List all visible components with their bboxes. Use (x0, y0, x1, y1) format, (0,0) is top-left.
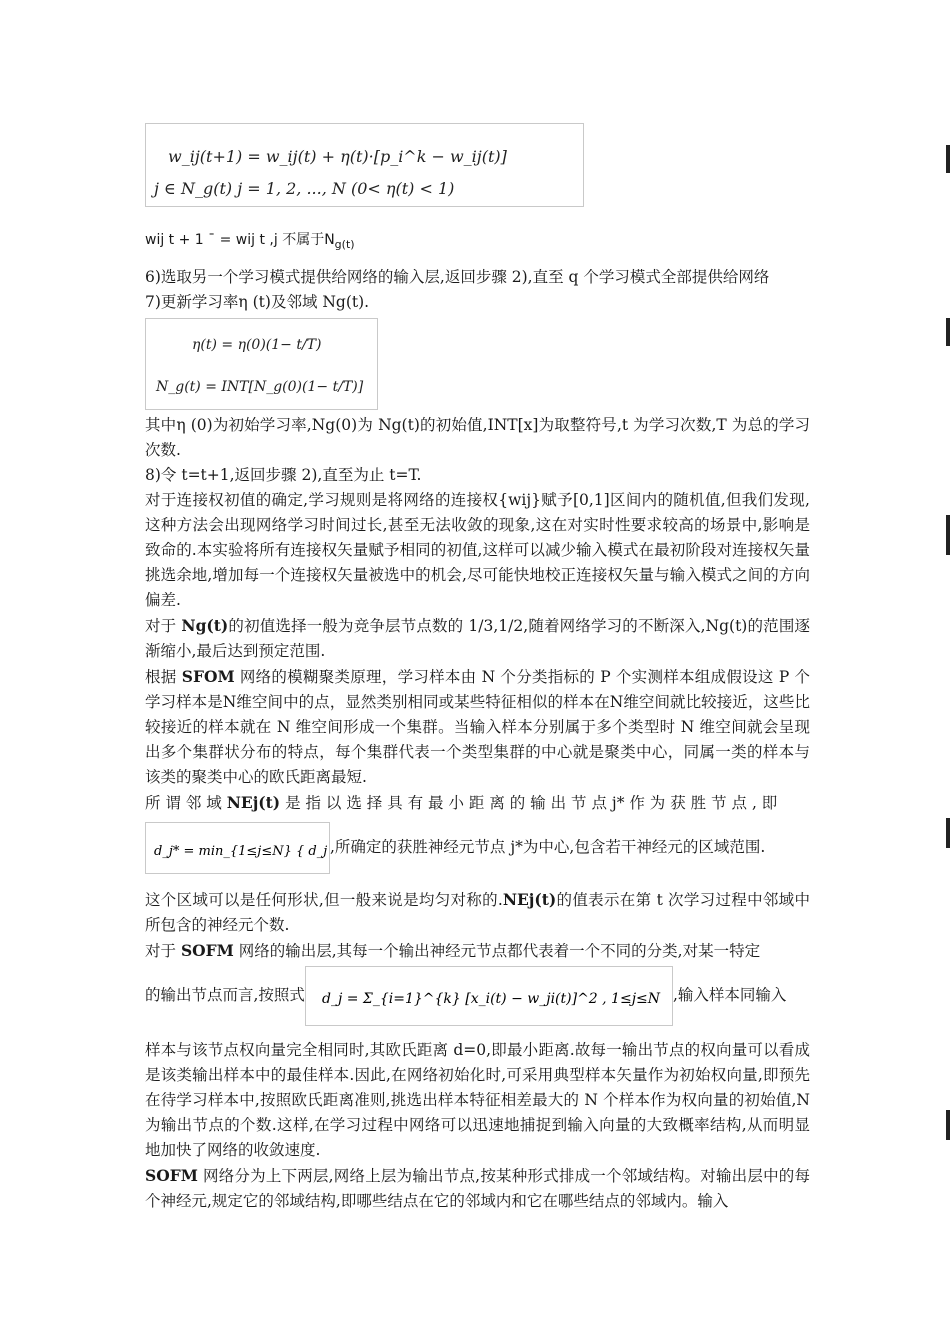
nej-paragraph: 所 谓 邻 域 NEj(t) 是 指 以 选 择 具 有 最 小 距 离 的 输 出 节 点 j* 作 为 获 胜 节 点 , 即 (145, 793, 778, 812)
init-weights-paragraph: 对于连接权初值的确定,学习规则是将网络的连接权{wij}赋予[0,1]区间内的随机值,但我们发现,这种方法会出现网络学习时间过长,甚至无法收敛的现象,这在对实时性要求较高的场景中,影响是致命的.本实验将所有连接权矢量赋予相同的初值,这样可以减少输入模式在最初阶段对连接权矢量挑选余地,增加每一个连接权矢量被选中的机会,尽可能快地校正连接权矢量与输入模式之间的方向偏差. (145, 491, 810, 609)
edge-mark (946, 515, 950, 555)
edge-mark (946, 818, 950, 848)
formula-euclid-distance (305, 966, 673, 1026)
ng-paragraph: 对于 Ng(t)的初值选择一般为竞争层节点数的 1/3,1/2,随着网络学习的不断深入,Ng(t)的范围逐渐缩小,最后达到预定范围. (145, 616, 810, 660)
body-section-1 (145, 413, 810, 816)
edge-mark (946, 1110, 950, 1140)
distance-formula-line (145, 966, 810, 1026)
where-paragraph: 其中η (0)为初始学习率,Ng(0)为 Ng(t)的初始值,INT[x]为取整符号,t 为学习次数,T 为总的学习次数. (145, 416, 810, 459)
winner-tail-text: ,所确定的获胜神经元节点 j*为中心,包含若干神经元的区域范围. (330, 838, 766, 856)
region-paragraph: 这个区域可以是任何形状,但一般来说是均匀对称的.NEj(t)的值表示在第 t 次学习过程中邻域中所包含的神经元个数. (145, 890, 810, 934)
step-6: 6)选取另一个学习模式提供给网络的输入层,返回步骤 2),直至 q 个学习模式全部提供给网络 (145, 268, 770, 286)
formula-learning-rate-line1: η(t) = η(0)(1− t/T) (192, 337, 322, 353)
sofm-structure-paragraph: SOFM 网络分为上下两层,网络上层为输出节点,按某种形式排成一个邻域结构。对输出层中的每个神经元,规定它的邻域结构,即哪些结点在它的邻域内和它在哪些结点的邻域内。输入 (145, 1166, 810, 1210)
formula-euclid-distance-text: d_j = Σ_{i=1}^{k} [x_i(t) − w_ji(t)]^2 , 1≤j≤N (321, 991, 660, 1007)
formula-weight-update-line1: w_ij(t+1) = w_ij(t) + η(t)·[p_i^k − w_ij(t)] (168, 147, 507, 166)
formula-winner-node (145, 822, 330, 874)
formula-learning-rate (145, 318, 378, 410)
sofm-term-2: SOFM (145, 1166, 198, 1185)
sfom-term: SFOM (181, 667, 235, 686)
distance-pre-text: 的输出节点而言,按照式 (145, 986, 305, 1004)
sofm-paragraph-1: 对于 SOFM 网络的输出层,其每一个输出神经元节点都代表着一个不同的分类,对某一特定 (145, 941, 761, 960)
formula-weight-update (145, 123, 584, 207)
step-7: 7)更新学习率η (t)及邻域 Ng(t). (145, 293, 370, 311)
winner-formula-line (145, 822, 810, 874)
edge-mark (946, 145, 950, 173)
sofm-term: SOFM (180, 941, 234, 960)
steps-6-7 (145, 265, 810, 315)
body-section-3 (145, 1038, 810, 1214)
sofm-paragraph-2: 样本与该节点权向量完全相同时,其欧氏距离 d=0,即最小距离.故每一输出节点的权向量可以看成是该类输出样本中的最佳样本.因此,在网络初始化时,可采用典型样本矢量作为初始权向量,即预先在待学习样本中,按照欧氏距离准则,挑选出样本特征相差最大的 N 个样本作为权向量的初始值,N 为输出节点的个数.这样,在学习过程中网络可以迅速地捕捉到输入向量的大致概率结构,从而明显地加快了网络的收敛速度. (145, 1041, 810, 1159)
sfom-paragraph: 根据 SFOM 网络的模糊聚类原理，学习样本由 N 个分类指标的 P 个实测样本组成假设这 P 个学习样本是N维空间中的点，显然类别相同或某些特征相似的样本在N维空间就比较接近，这些比较接近的样本就在 N 维空间形成一个集群。当输入样本分别属于多个类型时 N 维空间就会呈现出多个集群状分布的特点，每个集群代表一个类型集群的中心就是聚类中心，同属一类的样本与该类的聚类中心的欧氏距离最短. (145, 667, 810, 786)
wij-not-in-neighborhood (145, 228, 810, 257)
wij-subscript: g(t) (334, 238, 355, 251)
formula-weight-update-line2: j ∈ N_g(t) j = 1, 2, ..., N (0< η(t) < 1) (154, 179, 455, 198)
body-section-2 (145, 887, 810, 964)
step-8: 8)令 t=t+1,返回步骤 2),直至为止 t=T. (145, 466, 422, 484)
formula-winner-node-text: d_j* = min_{1≤j≤N} { d_j } (154, 844, 329, 859)
distance-post-text: ,输入样本同输入 (672, 986, 787, 1004)
nej-term: NEj(t) (226, 793, 281, 812)
edge-mark (946, 318, 950, 346)
formula-learning-rate-line2: N_g(t) = INT[N_g(0)(1− t/T)] (156, 379, 364, 395)
nej-term-2: NEj(t) (502, 890, 557, 909)
ng-term: Ng(t) (181, 616, 229, 635)
wij-text: wij t + 1 ¯ = wij t ,j 不属于N (145, 232, 335, 248)
